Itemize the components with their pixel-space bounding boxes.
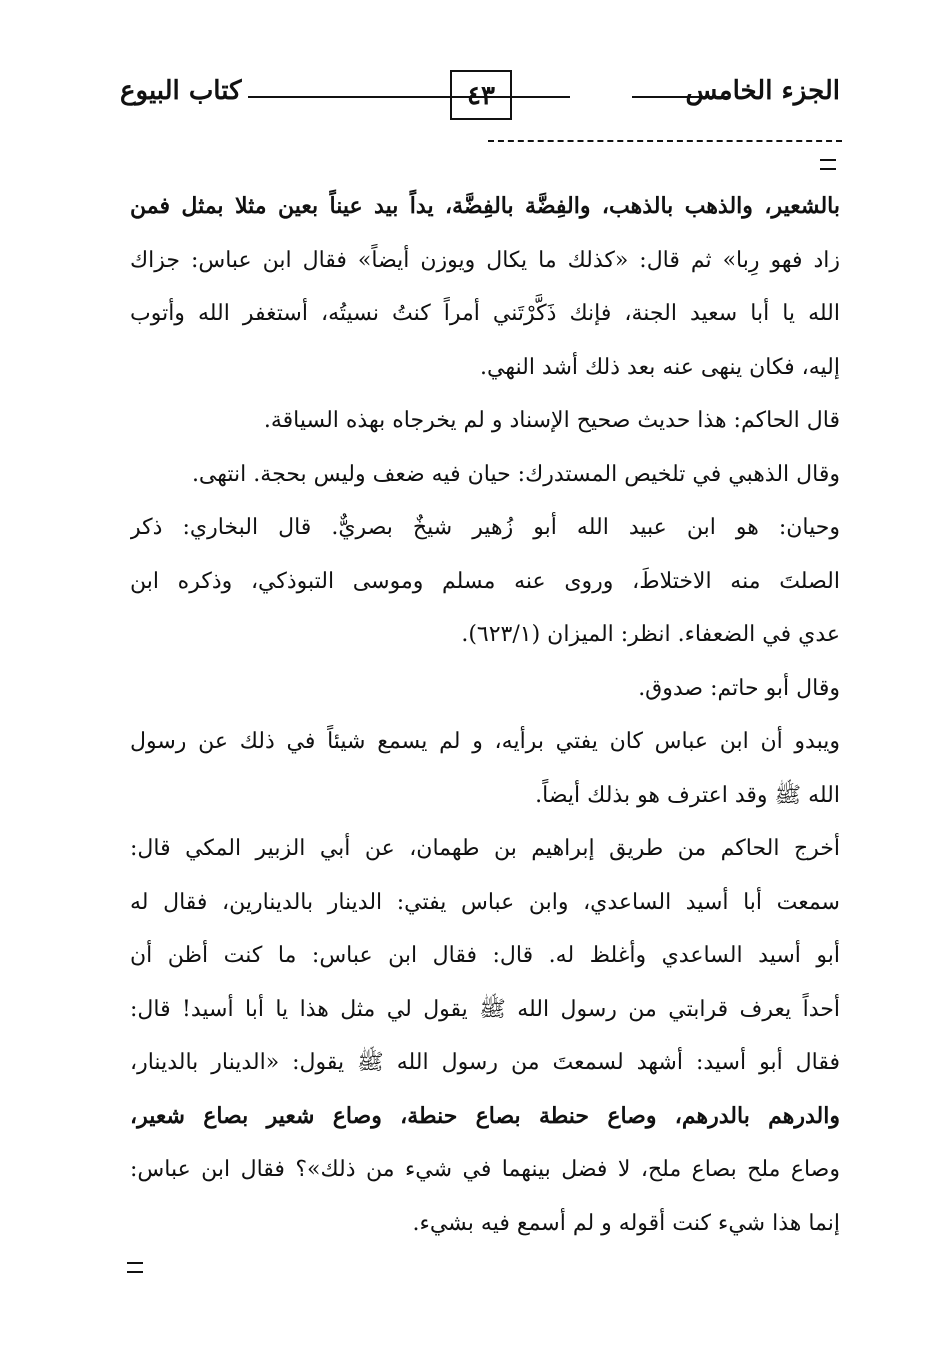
text-line: إنما هذا شيء كنت أقوله و لم أسمع فيه بشيء. [412, 1210, 840, 1236]
continuation-mark-bottom [127, 1262, 143, 1273]
text-line: زاد فهو رِبا» ثم قال: «كذلك ما يكال ويوزن أيضاً» فقال ابن عباس: جزاك [130, 247, 840, 273]
text-line: عدي في الضعفاء. انظر: الميزان (٦٢٣/١). [461, 622, 840, 647]
text-line: الله ﷺ وقد اعترف هو بذلك أيضاً. [535, 782, 840, 808]
page-number: ٤٣ [450, 70, 512, 120]
book-title: كتاب البيوع [120, 76, 242, 106]
text-line: وحيان: هو ابن عبيد الله أبو زُهير شيخٌ بصريٌّ. قال البخاري: ذكر [130, 515, 840, 540]
text-line: والدرهم بالدرهم، وصاع حنطة بصاع حنطة، وصاع شعير بصاع شعير، [130, 1102, 840, 1129]
text-line: بالشعير، والذهب بالذهب، والفِضَّة بالفِضَّة، يداً بيد عيناً بعين مثلا بمثل فمن [130, 193, 840, 219]
text-line: أبو أسيد الساعدي وأغلظ له. قال: فقال ابن عباس: ما كنت أظن أن [130, 943, 840, 968]
text-line: فقال أبو أسيد: أشهد لسمعتَ من رسول الله ﷺ يقول: «الدينار بالدينار، [130, 1050, 840, 1075]
text-line: إليه، فكان ينهى عنه بعد ذلك أشد النهي. [480, 354, 840, 380]
continuation-dashed-rule [488, 140, 842, 142]
text-line: الله يا أبا سعيد الجنة، فإنك ذَكَّرْتَني أمراً كنتُ نسيتُه، أستغفر الله وأتوب [130, 301, 840, 326]
text-line: وصاع ملح بصاع ملح، لا فضل بينهما في شيء من ذلك»؟ فقال ابن عباس: [130, 1157, 840, 1182]
text-line: وقال الذهبي في تلخيص المستدرك: حيان فيه ضعف وليس بحجة. انتهى. [191, 461, 840, 487]
text-line: أحداً يعرف قرابتي من رسول الله ﷺ يقول لي مثل هذا يا أبا أسيد! قال: [130, 996, 840, 1022]
body-text [130, 180, 840, 1250]
text-line: سمعت أبا أسيد الساعدي، وابن عباس يفتي: الدينار بالدينارين، فقال له [130, 889, 840, 915]
text-line: وقال أبو حاتم: صدوق. [638, 675, 840, 701]
header-rule-left [248, 96, 570, 98]
text-line: أخرج الحاكم من طريق إبراهيم بن طهمان، عن أبي الزبير المكي قال: [130, 836, 840, 861]
text-line: ويبدو أن ابن عباس كان يفتي برأيه، و لم يسمع شيئاً في ذلك عن رسول [130, 729, 840, 754]
text-line: الصلتَ منه الاختلاطَ، وروى عنه مسلم وموسى التبوذكي، وذكره ابن [130, 568, 840, 594]
continuation-mark-top [820, 159, 836, 170]
volume-title: الجزء الخامس [685, 76, 840, 106]
page-header [120, 70, 840, 126]
text-line: قال الحاكم: هذا حديث صحيح الإسناد و لم يخرجاه بهذه السياقة. [263, 408, 840, 433]
